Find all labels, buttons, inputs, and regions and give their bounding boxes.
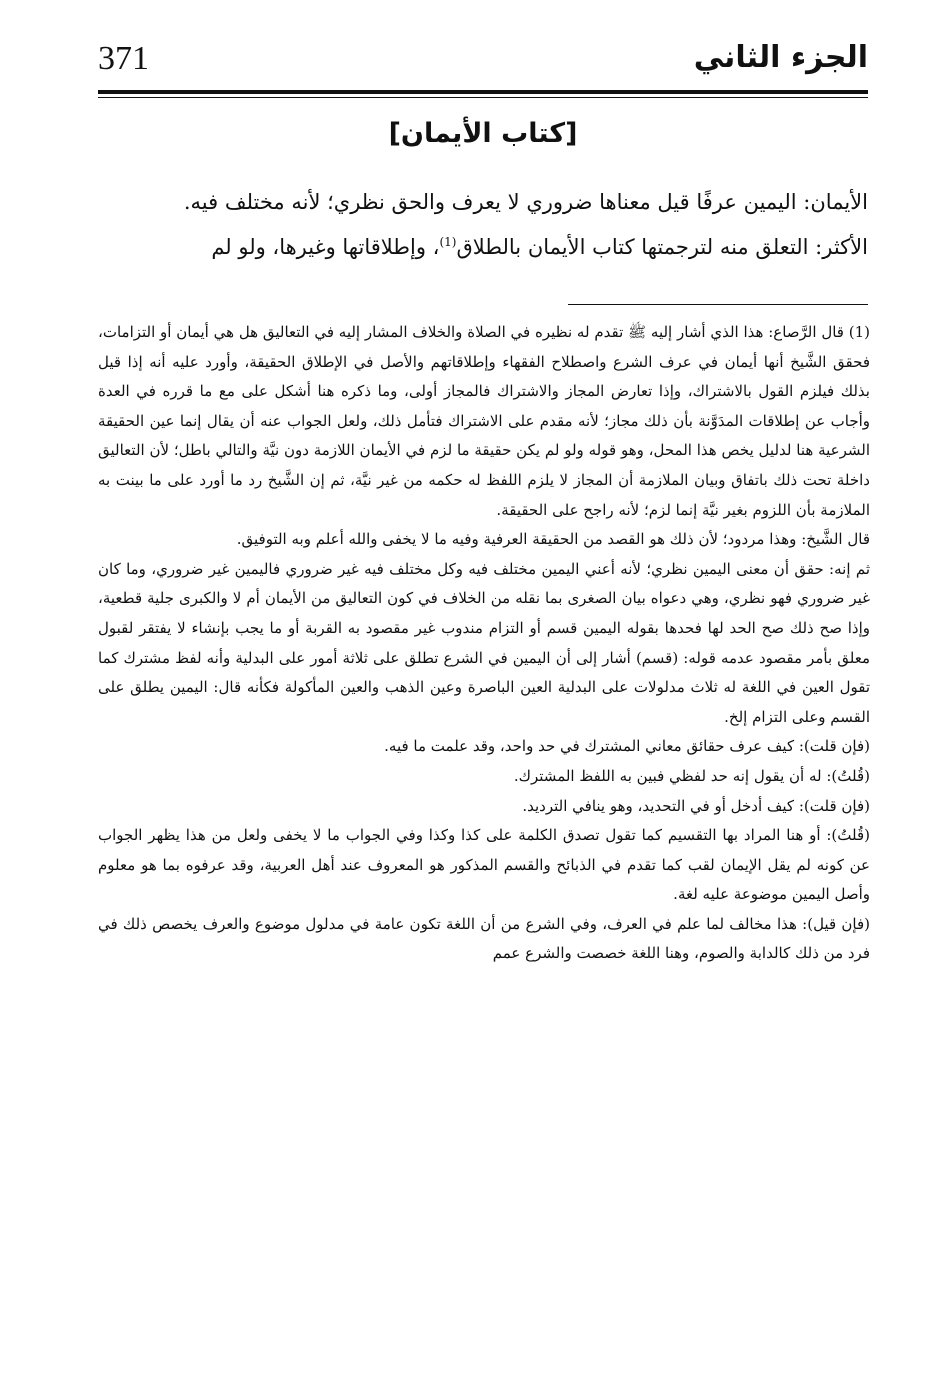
footnote-paragraph: (1) قال الرَّصاع: هذا الذي أشار إليه ﷺ تقدم له نظيره في الصلاة والخلاف المشار إليه في التعاليق هل هي أيمان أو التزامات، فحقق الشَّيخ أنها أيمان في عرف الشرع واصطلاح الفقهاء وإطلاقاتهم والأصل في الإطلاق الحقيقة، وأورد عليه أنه إذا قيل بذلك فيلزم القول بالاشتراك، وإذا تعارض المجاز والاشتراك فالمجاز أولى، وما ذكره هنا أشكل على مع ما قرره في العدة وأجاب عن إطلاقات المدَوَّنة بأن ذلك مجاز؛ لأنه مقدم على الاشتراك فتأمل ذلك، ولعل الجواب عنه أن يقال إنما عين الحقيقة الشرعية هنا لدليل يخص هذا المحل، وهو قوله ولو لم يكن حقيقة ما لزم في الأيمان اللازمة دون نيَّة والتالي باطل؛ لأن التعاليق داخلة تحت ذلك باتفاق وبيان الملازمة أن المجاز لا يلزم اللفظ له حكمه من غير نيَّة، ثم إن الشَّيخ رد ما أورد على ما بينت به الملازمة بأن اللزوم بغير نيَّة إنما لزم؛ لأنه راجح على الحقيقة. (98, 323, 870, 519)
main-text-segment: ، وإطلاقاتها وغيرها، ولو لم (211, 235, 440, 259)
main-text-segment: الأكثر: التعلق منه لترجمتها كتاب الأيمان بالطلاق (456, 235, 868, 259)
footnote-paragraph: (فإن قلت): كيف عرف حقائق معاني المشترك في حد واحد، وقد علمت ما فيه. (384, 737, 870, 756)
chapter-title: [كتاب الأيمان] (388, 118, 578, 149)
page-number: 371 (98, 40, 149, 77)
footnote-paragraph: (فإن قيل): هذا مخالف لما علم في العرف، وفي الشرع من أن اللغة تكون عامة في مدلول موضوع والعرف يخصص ذلك في فرد من ذلك كالدابة والصوم، وهنا اللغة خصصت والشرع عمم (98, 914, 870, 963)
footnote-paragraph: قال الشَّيخ: وهذا مردود؛ لأن ذلك هو القصد من الحقيقة العرفية وفيه ما لا يخفى والله أعلم وبه التوفيق. (236, 530, 870, 549)
main-text-line: الأيمان: اليمين عرفًا قيل معناها ضروري لا يعرف والحق نظري؛ لأنه مختلف فيه. (183, 190, 868, 214)
footnote-paragraph: (قُلتُ): له أن يقول إنه حد لفظي فبين به اللفظ المشترك. (513, 766, 870, 785)
main-text (98, 180, 868, 270)
footnote-reference: (1) (439, 235, 457, 249)
header-rule (98, 90, 868, 94)
running-head: الجزء الثاني (693, 40, 868, 75)
footnotes (98, 318, 870, 969)
main-text-line (98, 225, 868, 270)
footnote-paragraph: (قُلتُ): أو هنا المراد بها التقسيم كما تقول تصدق الكلمة على كذا وكذا وفي الجواب ما لا يخفى ولعل من هذا يظهر الجواب عن كونه لم يقل الإيمان لقب كما تقدم في الذبائح والقسم المذكور هو المعروف عند أهل العربية، وقد عرفوه بما هو معلوم وأصل اليمين موضوعة عليه لغة. (98, 826, 870, 904)
footnote-separator (568, 304, 868, 305)
header-rule-thin (98, 97, 868, 98)
footnote-paragraph: (فإن قلت): كيف أدخل أو في التحديد، وهو ينافي الترديد. (522, 796, 870, 815)
footnote-paragraph: ثم إنه: حقق أن معنى اليمين نظري؛ لأنه أعني اليمين مختلف فيه وكل مختلف فيه غير ضروري فاليمين غير ضروري، وما كان غير ضروري فهو نظري، وهي دعواه بيان الصغرى بما نقله من الخلاف في كون التعاليق من الأيمان أم لا والكبرى جلية قطعية، وإذا صح ذلك صح الحد لها فحدها بقوله اليمين قسم أو التزام مندوب غير مقصود به القربة أو ما يجب بإنشاء لا يفتقر لقبول معلق بأمر مقصود عدمه قوله: (قسم) أشار إلى أن اليمين في الشرع تطلق على ثلاثة أمور على البدلية وأنه لفظ مشترك كما تقول العين في اللغة له ثلاث مدلولات على البدلية العين الباصرة وعين الذهب والعين المأكولة فكأنه قال: اليمين يطلق على القسم وعلى التزام إلخ. (98, 559, 870, 726)
